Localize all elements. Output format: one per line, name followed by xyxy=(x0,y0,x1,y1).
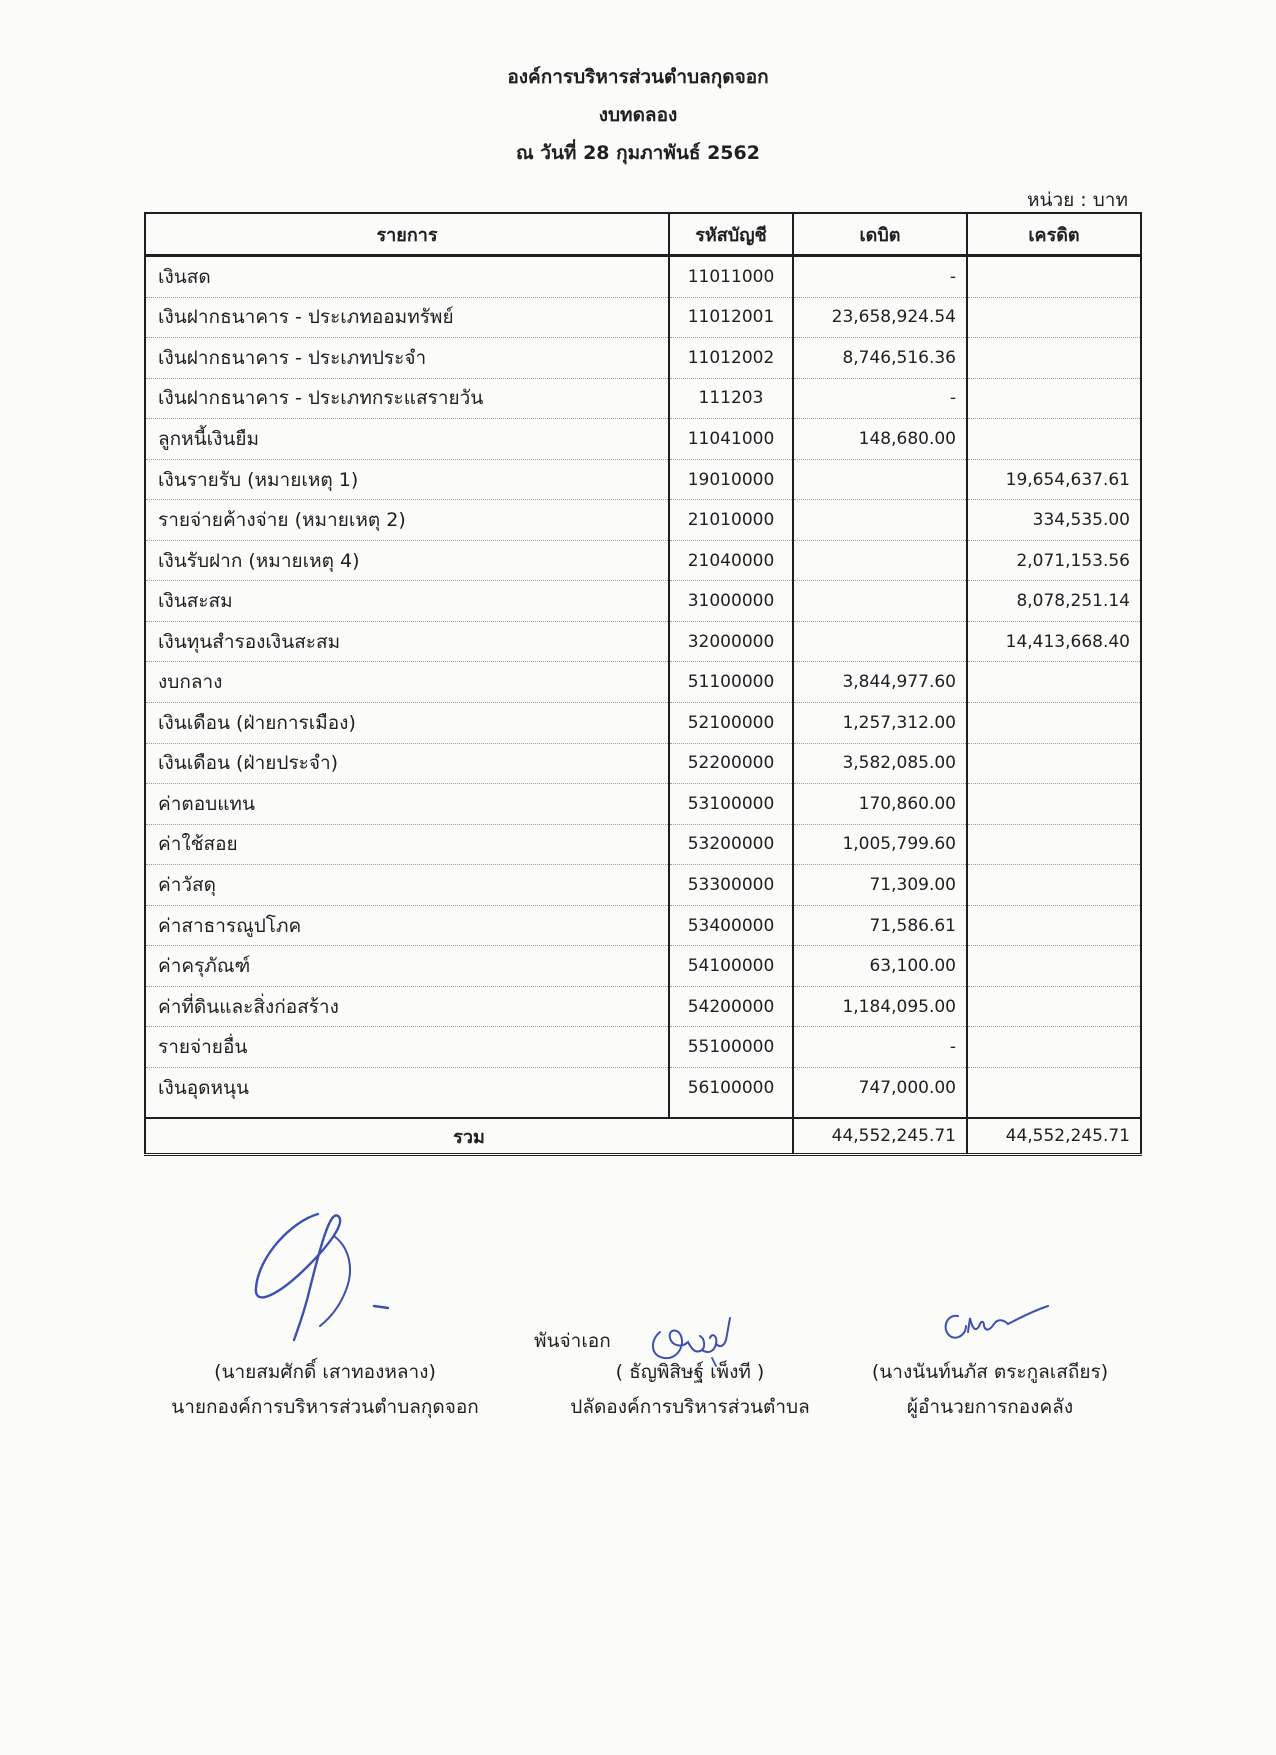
organization-name: องค์การบริหารส่วนตำบลกุดจอก xyxy=(507,66,769,88)
row-account-code: 21010000 xyxy=(669,500,793,541)
table-row xyxy=(145,378,1141,419)
table-row xyxy=(145,703,1141,744)
row-account-code: 11012001 xyxy=(669,297,793,338)
row-credit: 2,071,153.56 xyxy=(967,540,1141,581)
row-item-name: เงินทุนสำรองเงินสะสม xyxy=(145,621,669,662)
table-row xyxy=(145,459,1141,500)
row-debit: 1,005,799.60 xyxy=(793,824,967,865)
row-debit xyxy=(793,500,967,541)
signer-2-name: ( ธัญพิสิษฐ์ เพ็งที ) xyxy=(615,1361,765,1383)
row-credit xyxy=(967,986,1141,1027)
row-debit: 8,746,516.36 xyxy=(793,338,967,379)
row-account-code: 52100000 xyxy=(669,703,793,744)
signature-block-mayor xyxy=(150,1355,500,1425)
row-debit: 148,680.00 xyxy=(793,419,967,460)
row-account-code: 32000000 xyxy=(669,621,793,662)
table-row xyxy=(145,946,1141,987)
table-body xyxy=(145,256,1141,1108)
table-row xyxy=(145,1027,1141,1068)
row-debit: 71,586.61 xyxy=(793,905,967,946)
total-debit: 44,552,245.71 xyxy=(793,1118,967,1155)
row-account-code: 11012002 xyxy=(669,338,793,379)
row-item-name: งบกลาง xyxy=(145,662,669,703)
row-account-code: 19010000 xyxy=(669,459,793,500)
row-credit xyxy=(967,297,1141,338)
row-item-name: เงินเดือน (ฝ่ายประจำ) xyxy=(145,743,669,784)
table-row xyxy=(145,1067,1141,1107)
column-header-credit: เครดิต xyxy=(967,213,1141,256)
table-row xyxy=(145,297,1141,338)
row-debit xyxy=(793,540,967,581)
signature-finance-director xyxy=(936,1300,1056,1350)
row-item-name: เงินสะสม xyxy=(145,581,669,622)
table-row xyxy=(145,662,1141,703)
row-item-name: เงินรับฝาก (หมายเหตุ 4) xyxy=(145,540,669,581)
row-debit: - xyxy=(793,1027,967,1068)
table-row xyxy=(145,419,1141,460)
table-row xyxy=(145,905,1141,946)
document-title: งบทดลอง xyxy=(598,104,678,126)
row-credit xyxy=(967,1067,1141,1107)
total-credit: 44,552,245.71 xyxy=(967,1118,1141,1155)
row-debit: 170,860.00 xyxy=(793,784,967,825)
total-label: รวม xyxy=(145,1118,793,1155)
trial-balance-table xyxy=(144,212,1142,1156)
row-account-code: 53300000 xyxy=(669,865,793,906)
row-item-name: เงินฝากธนาคาร - ประเภทกระแสรายวัน xyxy=(145,378,669,419)
row-debit: 1,184,095.00 xyxy=(793,986,967,1027)
row-credit: 19,654,637.61 xyxy=(967,459,1141,500)
table-row xyxy=(145,500,1141,541)
table-row xyxy=(145,338,1141,379)
row-account-code: 53200000 xyxy=(669,824,793,865)
row-item-name: เงินอุดหนุน xyxy=(158,1076,250,1099)
table-row xyxy=(145,986,1141,1027)
column-header-item: รายการ xyxy=(145,213,669,256)
row-debit: 747,000.00 xyxy=(793,1067,967,1107)
table-row xyxy=(145,581,1141,622)
row-debit: 71,309.00 xyxy=(793,865,967,906)
signer-3-name: (นางนันท์นภัส ตระกูลเสถียร) xyxy=(871,1361,1109,1383)
row-credit xyxy=(967,378,1141,419)
row-account-code: 53100000 xyxy=(669,784,793,825)
row-account-code: 55100000 xyxy=(669,1027,793,1068)
row-account-code: 54100000 xyxy=(669,946,793,987)
row-credit: 334,535.00 xyxy=(967,500,1141,541)
row-account-code: 56100000 xyxy=(669,1067,793,1107)
row-item-name: ค่าที่ดินและสิ่งก่อสร้าง xyxy=(145,986,669,1027)
total-row xyxy=(145,1118,1141,1155)
row-credit xyxy=(967,743,1141,784)
document-header xyxy=(0,58,1276,172)
row-account-code: 52200000 xyxy=(669,743,793,784)
row-account-code: 11041000 xyxy=(669,419,793,460)
row-debit xyxy=(793,621,967,662)
column-header-debit: เดบิต xyxy=(793,213,967,256)
row-credit xyxy=(967,784,1141,825)
column-header-code: รหัสบัญชี xyxy=(669,213,793,256)
row-credit xyxy=(967,1027,1141,1068)
table-row xyxy=(145,743,1141,784)
table-spacer-row xyxy=(145,1107,1141,1118)
row-debit: 63,100.00 xyxy=(793,946,967,987)
row-item-name: เงินเดือน (ฝ่ายการเมือง) xyxy=(145,703,669,744)
signer-2-rank: พันจ่าเอก xyxy=(534,1330,611,1352)
row-account-code: 111203 xyxy=(669,378,793,419)
row-item-name: ค่าใช้สอย xyxy=(145,824,669,865)
row-item-name: ค่าตอบแทน xyxy=(145,784,669,825)
as-of-date: ณ วันที่ 28 กุมภาพันธ์ 2562 xyxy=(516,142,760,164)
row-account-code: 51100000 xyxy=(669,662,793,703)
row-item-name: ค่าวัสดุ xyxy=(145,865,669,906)
row-account-code: 54200000 xyxy=(669,986,793,1027)
row-item-name: ลูกหนี้เงินยืม xyxy=(145,419,669,460)
row-item-name: เงินรายรับ (หมายเหตุ 1) xyxy=(145,459,669,500)
row-debit: 3,844,977.60 xyxy=(793,662,967,703)
row-item-name: ค่าครุภัณฑ์ xyxy=(145,946,669,987)
signer-1-position: นายกองค์การบริหารส่วนตำบลกุดจอก xyxy=(171,1396,479,1418)
row-item-name: เงินสด xyxy=(145,256,669,298)
signature-block-chief-administrator xyxy=(550,1355,830,1425)
table-row xyxy=(145,256,1141,298)
table-row xyxy=(145,540,1141,581)
row-credit xyxy=(967,905,1141,946)
row-debit: - xyxy=(793,256,967,298)
row-debit: 3,582,085.00 xyxy=(793,743,967,784)
row-item-name: ค่าสาธารณูปโภค xyxy=(145,905,669,946)
row-credit xyxy=(967,946,1141,987)
table-row xyxy=(145,621,1141,662)
row-credit: 8,078,251.14 xyxy=(967,581,1141,622)
table-row xyxy=(145,824,1141,865)
row-debit xyxy=(793,459,967,500)
row-account-code: 11011000 xyxy=(669,256,793,298)
row-debit xyxy=(793,581,967,622)
signature-mayor xyxy=(250,1208,400,1348)
row-credit xyxy=(967,662,1141,703)
currency-unit: หน่วย : บาท xyxy=(1026,189,1128,211)
row-item-name: รายจ่ายค้างจ่าย (หมายเหตุ 2) xyxy=(145,500,669,541)
row-credit xyxy=(967,338,1141,379)
row-item-name: เงินฝากธนาคาร - ประเภทประจำ xyxy=(145,338,669,379)
signer-3-position: ผู้อำนวยการกองคลัง xyxy=(906,1396,1074,1418)
signature-block-finance-director xyxy=(840,1355,1140,1425)
row-credit xyxy=(967,703,1141,744)
table-row xyxy=(145,784,1141,825)
row-credit xyxy=(967,865,1141,906)
signer-2-position: ปลัดองค์การบริหารส่วนตำบล xyxy=(570,1396,810,1418)
row-debit: - xyxy=(793,378,967,419)
row-debit: 23,658,924.54 xyxy=(793,297,967,338)
row-credit xyxy=(967,256,1141,298)
table-header-row xyxy=(145,213,1141,256)
signer-1-name: (นายสมศักดิ์ เสาทองหลาง) xyxy=(214,1361,436,1383)
row-credit xyxy=(967,419,1141,460)
row-account-code: 31000000 xyxy=(669,581,793,622)
row-credit: 14,413,668.40 xyxy=(967,621,1141,662)
row-item-name: เงินฝากธนาคาร - ประเภทออมทรัพย์ xyxy=(145,297,669,338)
row-account-code: 21040000 xyxy=(669,540,793,581)
row-credit xyxy=(967,824,1141,865)
row-item-name: รายจ่ายอื่น xyxy=(145,1027,669,1068)
table-row xyxy=(145,865,1141,906)
row-debit: 1,257,312.00 xyxy=(793,703,967,744)
row-account-code: 53400000 xyxy=(669,905,793,946)
